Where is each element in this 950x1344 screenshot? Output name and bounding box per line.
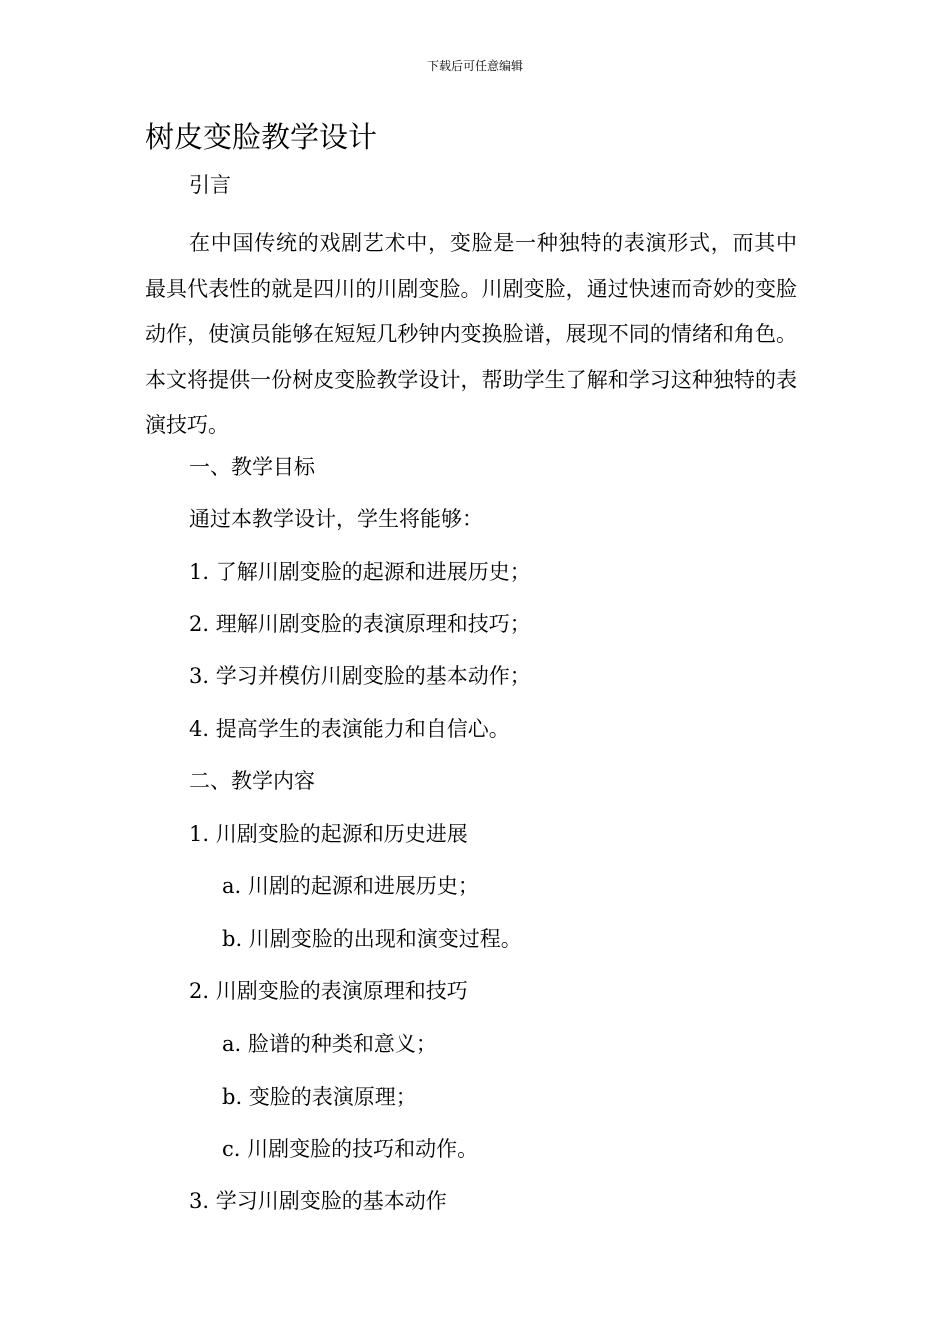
content-subitem-1b: b. 川剧变脸的出现和演变过程。 — [222, 927, 522, 951]
content-topic-2: 2. 川剧变脸的表演原理和技巧 — [189, 979, 468, 1003]
content-topic-1: 1. 川剧变脸的起源和历史进展 — [189, 822, 468, 846]
intro-paragraph: 在中国传统的戏剧艺术中，变脸是一种独特的表演形式，而其中最具代表性的就是四川的川剧变脸。川剧变脸，通过快速而奇妙的变脸动作，使演员能够在短短几秒钟内变换脸谱，展现不同的情绪和角色。本文将提供一份树皮变脸教学设计，帮助学生了解和学习这种独特的表演技巧。 — [145, 231, 797, 437]
goal-item-2: 2. 理解川剧变脸的表演原理和技巧； — [189, 612, 531, 636]
section1-lead: 通过本教学设计，学生将能够： — [189, 507, 483, 531]
intro-heading: 引言 — [189, 173, 231, 197]
content-subitem-2c: c. 川剧变脸的技巧和动作。 — [222, 1137, 479, 1161]
section2-heading: 二、教学内容 — [189, 769, 315, 793]
content-subitem-2a: a. 脸谱的种类和意义； — [222, 1032, 437, 1056]
goal-item-1: 1. 了解川剧变脸的起源和进展历史； — [189, 560, 531, 584]
section1-heading: 一、教学目标 — [189, 455, 315, 479]
content-subitem-1a: a. 川剧的起源和进展历史； — [222, 874, 479, 898]
content-subitem-2b: b. 变脸的表演原理； — [222, 1085, 417, 1109]
goal-item-3: 3. 学习并模仿川剧变脸的基本动作； — [189, 664, 531, 688]
header-note: 下载后可任意编辑 — [426, 59, 523, 73]
document-title: 树皮变脸教学设计 — [145, 120, 378, 154]
content-topic-3: 3. 学习川剧变脸的基本动作 — [189, 1189, 447, 1213]
goal-item-4: 4. 提高学生的表演能力和自信心。 — [189, 717, 510, 741]
